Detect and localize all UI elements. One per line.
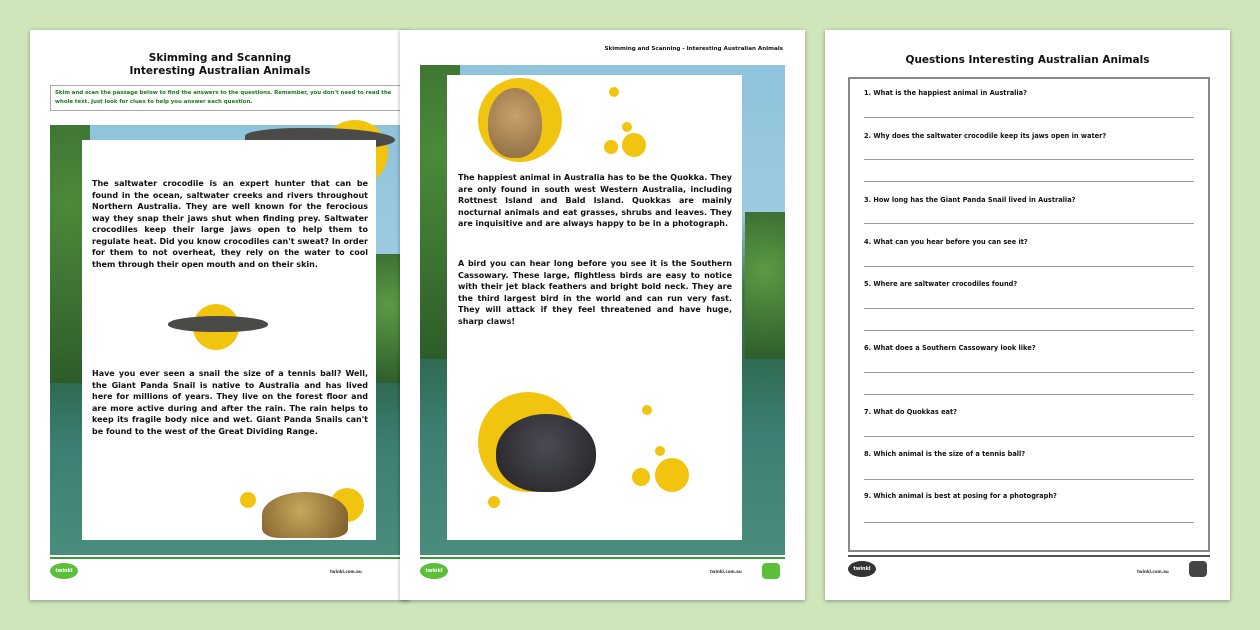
answer-line xyxy=(864,223,1194,224)
instruction-box: Skim and scan the passage below to find the answers to the questions. Remember, you don't need to read the whole text. Just look for clues to help you answer each question. xyxy=(50,85,410,111)
yellow-dot xyxy=(632,468,650,486)
platypus-illustration xyxy=(168,316,268,332)
footer-url: twinkl.com.au xyxy=(1137,569,1169,574)
question-4: 4. What can you hear before you can see it? xyxy=(864,238,1028,246)
footer-divider xyxy=(848,555,1210,557)
answer-line xyxy=(864,159,1194,160)
answer-line xyxy=(864,394,1194,395)
answer-line xyxy=(864,372,1194,373)
worksheet-page-1 xyxy=(30,30,410,600)
answer-line xyxy=(864,436,1194,437)
twinkl-logo: twinkl xyxy=(420,563,448,579)
question-2: 2. Why does the saltwater crocodile keep its jaws open in water? xyxy=(864,132,1107,140)
question-9: 9. Which animal is best at posing for a photograph? xyxy=(864,492,1057,500)
footer-divider xyxy=(50,557,410,559)
question-7: 7. What do Quokkas eat? xyxy=(864,408,957,416)
questions-title: Questions Interesting Australian Animals xyxy=(905,54,1150,66)
question-1: 1. What is the happiest animal in Australia? xyxy=(864,89,1027,97)
twinkl-logo: twinkl xyxy=(50,563,78,579)
yellow-dot xyxy=(488,496,500,508)
answer-line xyxy=(864,330,1194,331)
answer-line xyxy=(864,479,1194,480)
twinkl-logo: twinkl xyxy=(848,561,876,577)
yellow-dot xyxy=(655,458,689,492)
snail-illustration xyxy=(262,492,348,538)
yellow-dot xyxy=(604,140,618,154)
answer-line xyxy=(864,266,1194,267)
snail-paragraph: Have you ever seen a snail the size of a tennis ball? Well, the Giant Panda Snail is native to Australia and has lived here for millions of years. They live on the forest floor and are more active during and after the rain. The rain helps to keep its fragile body nice and wet. Giant Panda Snails can't be found to the west of the Great Dividing Range. xyxy=(92,369,368,436)
yellow-dot xyxy=(622,122,632,132)
title-line-1: Skimming and Scanning xyxy=(148,52,292,64)
answer-line xyxy=(864,308,1194,309)
worksheet-page-2 xyxy=(400,30,805,600)
answer-line xyxy=(864,117,1194,118)
quokka-illustration xyxy=(488,88,542,158)
yellow-dot xyxy=(655,446,665,456)
question-5: 5. Where are saltwater crocodiles found? xyxy=(864,280,1018,288)
answer-line xyxy=(864,181,1194,182)
yellow-dot xyxy=(240,492,256,508)
worksheet-page-3 xyxy=(825,30,1230,600)
yellow-dot xyxy=(642,405,652,415)
question-3: 3. How long has the Giant Panda Snail lived in Australia? xyxy=(864,196,1076,204)
question-6: 6. What does a Southern Cassowary look like? xyxy=(864,344,1036,352)
footer-divider xyxy=(420,557,785,559)
crocodile-paragraph: The saltwater crocodile is an expert hunter that can be found in the ocean, saltwater creeks and rivers throughout Northern Australia. They are well known for the ferocious way they snap their jaws shut when finding prey. Saltwater crocodiles keep their large jaws open to help them to regulate heat. Did you know crocodiles can't sweat? In order for them to not overheat, they rely on the water to cool them through their open mouth and on their skin. xyxy=(92,179,368,269)
title-line-2: Interesting Australian Animals xyxy=(129,65,311,77)
questions-box xyxy=(848,77,1210,552)
school-logo xyxy=(1189,561,1207,577)
cassowary-illustration xyxy=(496,414,596,492)
quokka-paragraph: The happiest animal in Australia has to be the Quokka. They are only found in south west Western Australia, including Rottnest Island and Bald Island. Quokkas are mainly nocturnal animals and eat grasses, shrubs and leaves. They are inquisitive and are always happy to be in a photograph. xyxy=(458,173,732,228)
page-header: Skimming and Scanning - Interesting Australian Animals xyxy=(604,46,783,52)
question-8: 8. Which animal is the size of a tennis ball? xyxy=(864,450,1026,458)
yellow-dot xyxy=(609,87,619,97)
yellow-dot xyxy=(622,133,646,157)
school-logo xyxy=(762,563,780,579)
footer-url: twinkl.com.au xyxy=(330,569,362,574)
footer-url: twinkl.com.au xyxy=(710,569,742,574)
worksheet-title xyxy=(30,52,410,78)
answer-line xyxy=(864,522,1194,523)
cassowary-paragraph: A bird you can hear long before you see it is the Southern Cassowary. These large, flightless birds are easy to notice with their jet black feathers and bright bold neck. They are the third largest bird in the world and can run very fast. They will attack if they feel threatened and have huge, sharp claws! xyxy=(458,259,732,326)
